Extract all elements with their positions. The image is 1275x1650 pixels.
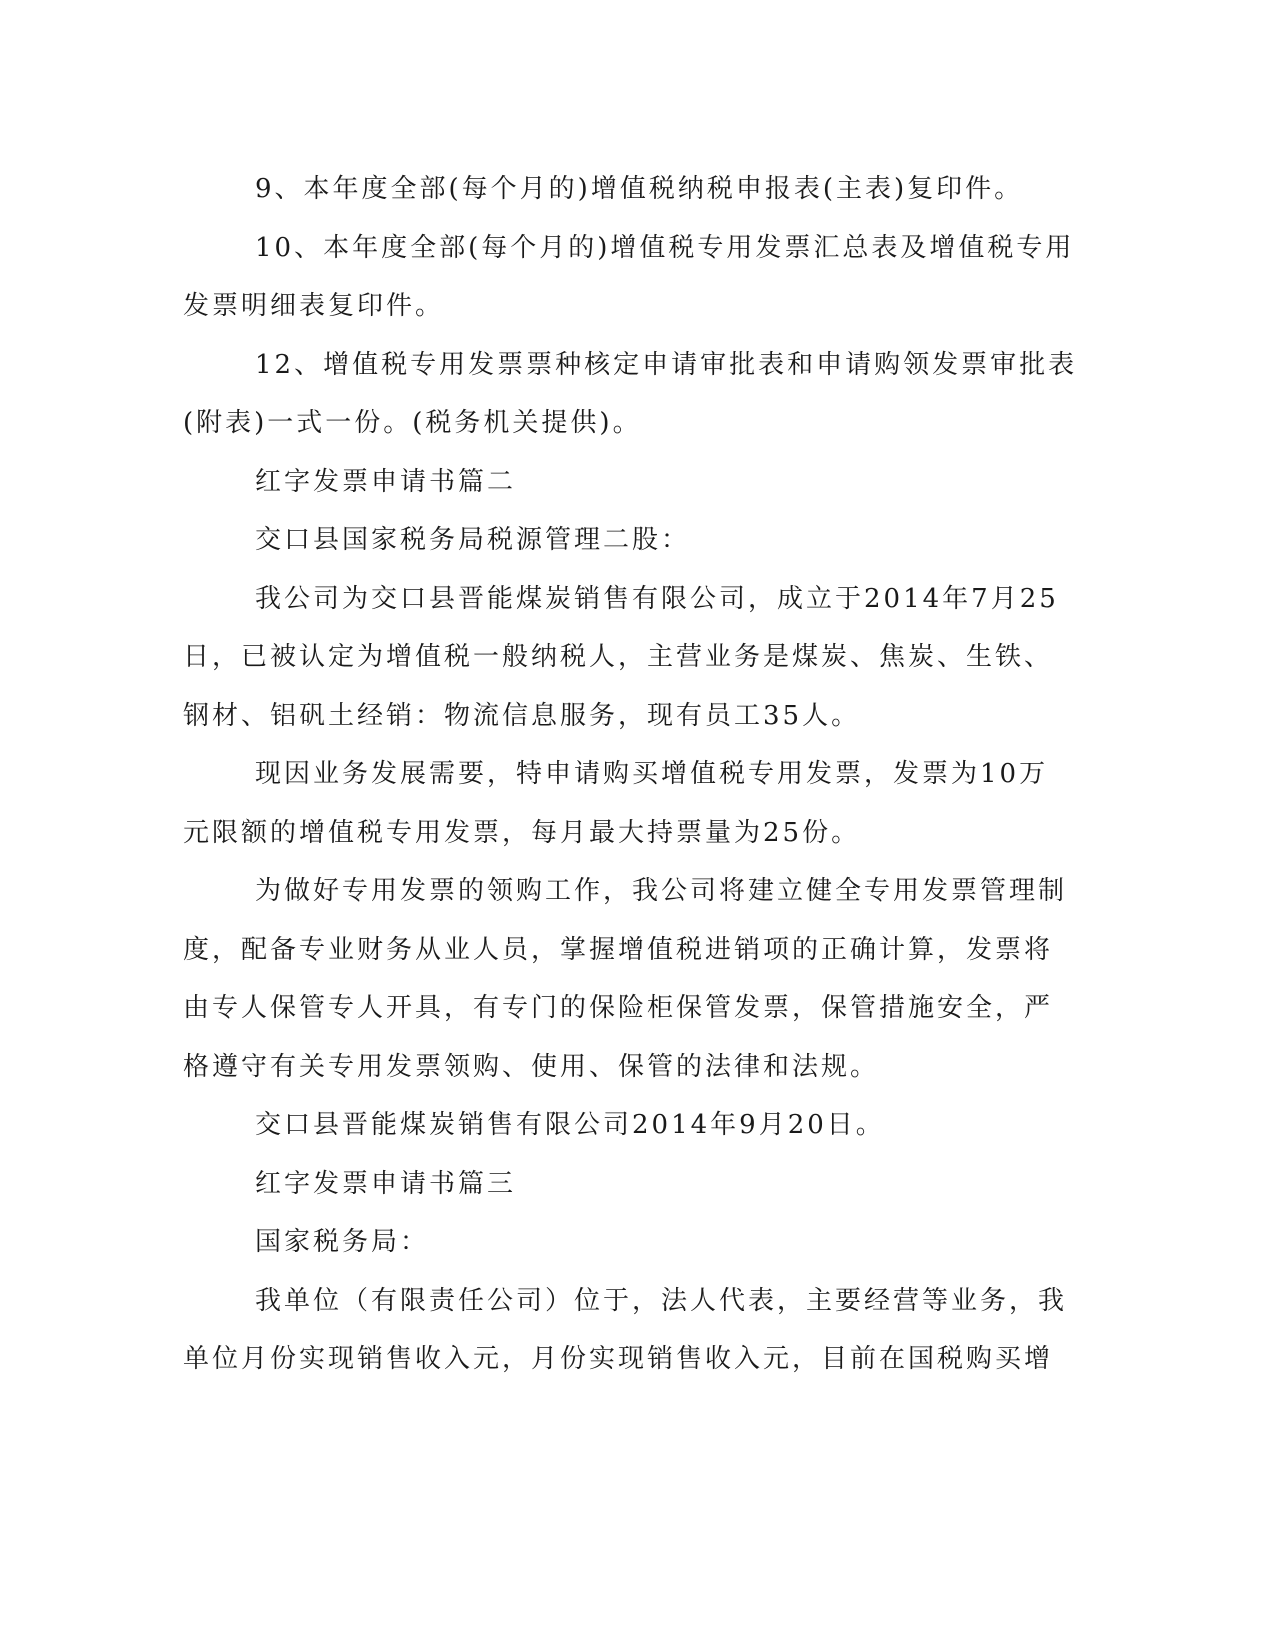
section-heading-3 xyxy=(183,1155,1033,1214)
text-line: 钢材、铝矾土经销：物流信息服务，现有员工35人。 xyxy=(183,700,861,731)
text-line: 格遵守有关专用发票领购、使用、保管的法律和法规。 xyxy=(183,1051,880,1082)
text-line: 我单位（有限责任公司）位于，法人代表，主要经营等业务，我 xyxy=(255,1285,1068,1316)
list-item-9 xyxy=(183,160,1033,219)
text-line: 12、增值税专用发票票种核定申请审批表和申请购领发票审批表 xyxy=(255,349,1078,380)
signature-line xyxy=(183,1096,1033,1155)
text-line: 由专人保管专人开具，有专门的保险柜保管发票，保管措施安全，严 xyxy=(183,993,1054,1023)
addressee-3 xyxy=(183,1213,1033,1272)
text-line: 为做好专用发票的领购工作，我公司将建立健全专用发票管理制 xyxy=(255,876,1068,906)
text-line: 交口县晋能煤炭销售有限公司2014年9月20日。 xyxy=(255,1110,885,1140)
text-line: (附表)一式一份。(税务机关提供)。 xyxy=(183,408,642,438)
text-line: 9、本年度全部(每个月的)增值税纳税申报表(主表)复印件。 xyxy=(255,174,1024,204)
text-line: 单位月份实现销售收入元，月份实现销售收入元，目前在国税购买增 xyxy=(183,1344,1054,1374)
text-line: 交口县国家税务局税源管理二股： xyxy=(255,525,691,555)
body-paragraph xyxy=(183,570,1059,746)
text-line: 我公司为交口县晋能煤炭销售有限公司，成立于2014年7月25 xyxy=(255,583,1059,614)
document-body xyxy=(183,160,1078,1389)
body-paragraph xyxy=(183,1272,1068,1389)
addressee-2 xyxy=(183,511,1033,570)
text-line: 现因业务发展需要，特申请购买增值税专用发票，发票为10万 xyxy=(255,759,1049,789)
text-line: 10、本年度全部(每个月的)增值税专用发票汇总表及增值税专用 xyxy=(255,232,1075,263)
text-line: 国家税务局： xyxy=(255,1227,430,1257)
list-item-12 xyxy=(183,336,1078,453)
body-paragraph xyxy=(183,862,1068,1096)
text-line: 发票明细表复印件。 xyxy=(183,291,445,321)
body-paragraph xyxy=(183,745,1049,862)
text-line: 元限额的增值税专用发票，每月最大持票量为25份。 xyxy=(183,817,861,848)
text-line: 红字发票申请书篇二 xyxy=(255,466,517,497)
section-heading-2 xyxy=(183,453,1033,512)
text-line: 日，已被认定为增值税一般纳税人，主营业务是煤炭、焦炭、生铁、 xyxy=(183,642,1054,672)
text-line: 红字发票申请书篇三 xyxy=(255,1168,517,1199)
list-item-10 xyxy=(183,219,1075,336)
text-line: 度，配备专业财务从业人员，掌握增值税进销项的正确计算，发票将 xyxy=(183,934,1054,965)
